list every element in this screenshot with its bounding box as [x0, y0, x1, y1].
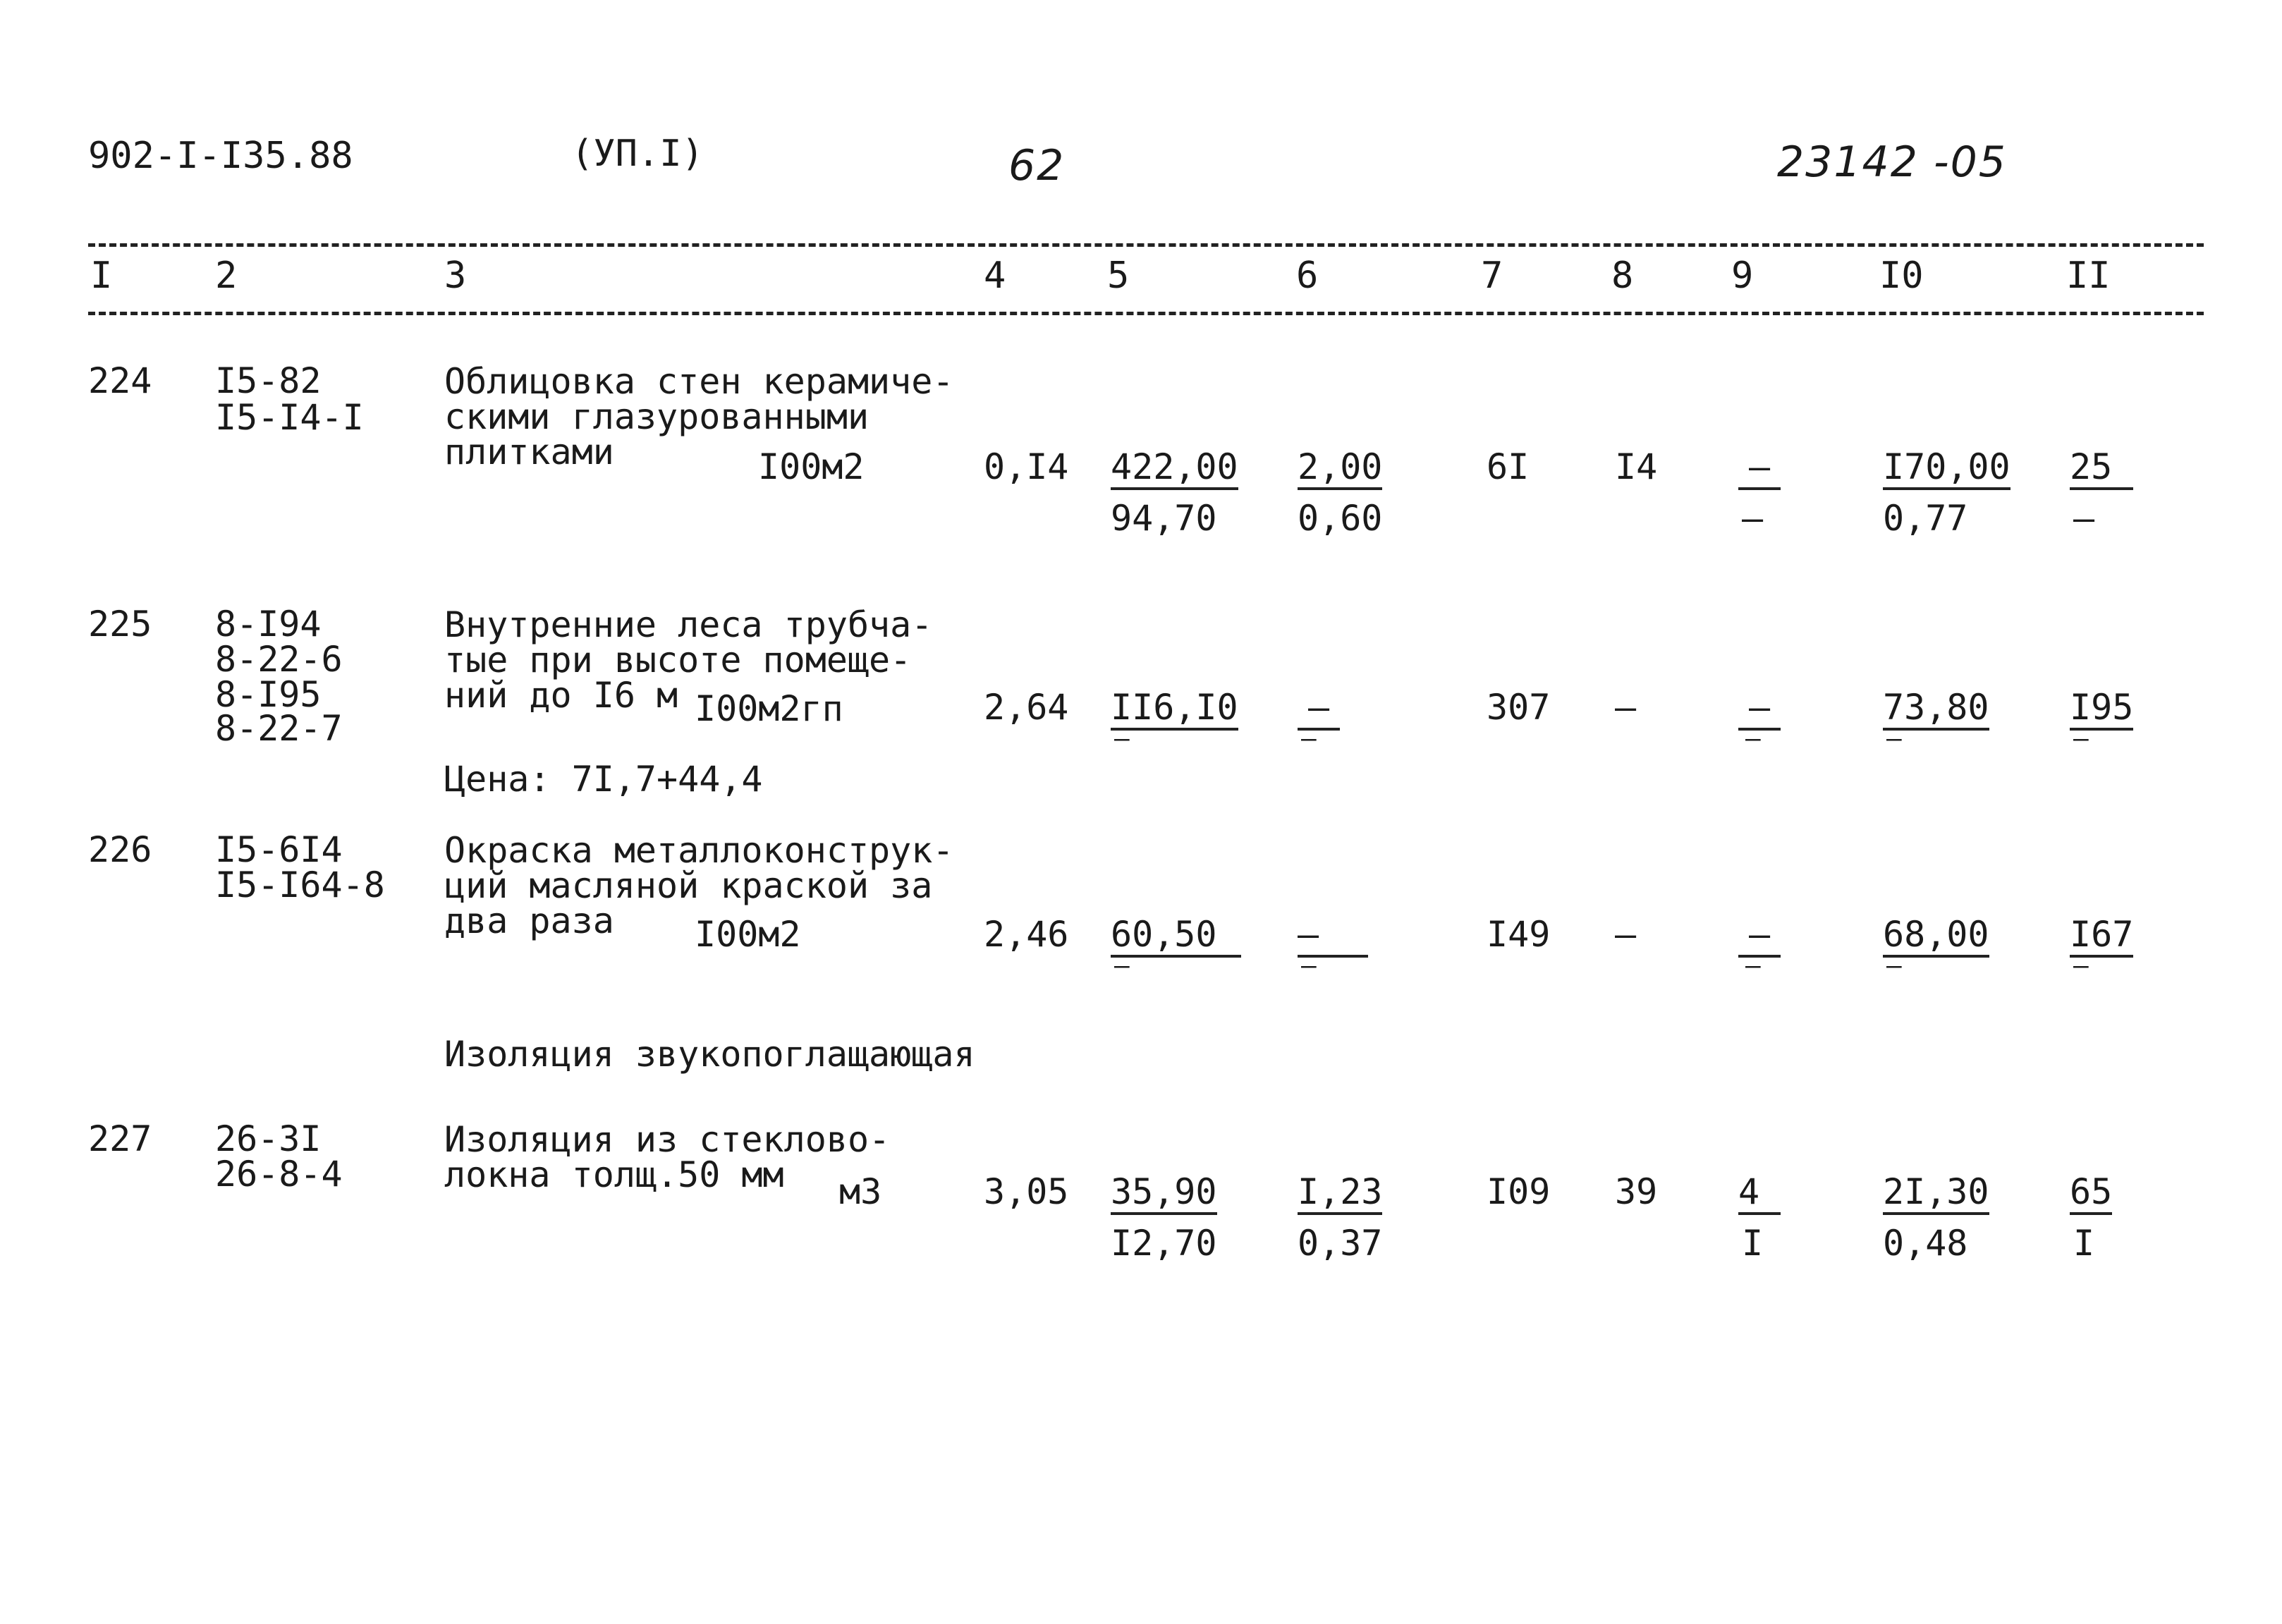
cost-col6-top: –: [1298, 917, 1368, 958]
value-col8: –: [1615, 914, 1637, 955]
value-col11-bottom: –: [2073, 724, 2089, 753]
cost-col10-bottom: –: [1886, 724, 1902, 753]
value-col11-bottom: I: [2073, 1223, 2095, 1264]
section-code: (УП.I): [571, 133, 704, 175]
cost-col5-bottom: I2,70: [1111, 1223, 1217, 1264]
cost-col10-bottom: –: [1886, 951, 1902, 980]
norm-code: 8-22-7: [215, 708, 343, 749]
column-header: I0: [1879, 255, 1924, 297]
row-number: 226: [88, 829, 152, 870]
unit: I00м2: [695, 914, 801, 955]
cost-col6-top: 2,00: [1298, 449, 1382, 490]
cost-col6-top: –: [1298, 690, 1340, 731]
quantity: 2,64: [984, 687, 1069, 728]
cost-col6-bottom: 0,60: [1298, 498, 1383, 539]
norm-code: I5-I64-8: [215, 865, 385, 905]
cost-col10-bottom: 0,77: [1883, 498, 1968, 539]
row-number: 224: [88, 360, 152, 401]
work-description: плитками: [444, 432, 614, 472]
column-header: II: [2066, 255, 2111, 297]
cost-col10-top: 73,80: [1883, 690, 1989, 731]
work-description: скими глазурованными: [444, 396, 870, 437]
norm-code: 26-3I: [215, 1118, 322, 1159]
value-col9-bottom: I: [1742, 1223, 1764, 1264]
norm-code: 8-22-6: [215, 639, 343, 680]
registration-number: 23142 -05: [1777, 138, 2007, 187]
value-col11-bottom: –: [2073, 498, 2095, 539]
page-number: 62: [1008, 141, 1066, 190]
cost-col5-top: 35,90: [1111, 1174, 1217, 1215]
cost-col5-bottom: –: [1114, 951, 1130, 980]
row-number: 225: [88, 604, 152, 645]
column-header: 8: [1611, 255, 1634, 297]
section-title: Изоляция звукопоглащающая: [444, 1034, 975, 1075]
cost-col6-bottom: –: [1301, 951, 1317, 980]
column-header: 7: [1481, 255, 1503, 297]
norm-code: I5-82: [215, 360, 322, 401]
header-rule-bottom: [88, 312, 2204, 315]
norm-code: I5-I4-I: [215, 397, 364, 438]
value-col8: 39: [1615, 1171, 1658, 1212]
value-col11-top: I95: [2070, 690, 2133, 731]
value-col11-top: 25: [2070, 449, 2133, 490]
work-description: тые при высоте помеще-: [444, 640, 912, 680]
value-col7: I09: [1487, 1171, 1551, 1212]
value-col11-bottom: –: [2073, 951, 2089, 980]
value-col7: 6I: [1487, 446, 1530, 487]
header-rule-top: [88, 243, 2204, 247]
norm-code: 26-8-4: [215, 1154, 343, 1195]
value-col9-bottom: –: [1742, 498, 1764, 539]
cost-col6-bottom: 0,37: [1298, 1223, 1383, 1264]
cost-col6-bottom: –: [1301, 724, 1317, 753]
cost-col5-top: 60,50: [1111, 917, 1241, 958]
unit: I00м2гп: [695, 688, 843, 729]
value-col8: –: [1615, 687, 1637, 728]
norm-code: I5-6I4: [215, 829, 343, 870]
column-header: 5: [1107, 255, 1130, 297]
column-header: 9: [1731, 255, 1754, 297]
value-col9-top: –: [1738, 690, 1781, 731]
quantity: 0,I4: [984, 446, 1069, 487]
price-note: Цена: 7I,7+44,4: [444, 759, 763, 800]
work-description: Облицовка стен керамиче-: [444, 361, 954, 402]
work-description: Внутренние леса трубча-: [444, 604, 933, 645]
column-header: I: [90, 255, 113, 297]
column-header: 2: [215, 255, 238, 297]
cost-col10-bottom: 0,48: [1883, 1223, 1968, 1264]
column-header: 4: [984, 255, 1006, 297]
cost-col5-bottom: 94,70: [1111, 498, 1217, 539]
cost-col5-top: II6,I0: [1111, 690, 1238, 731]
norm-code: 8-I94: [215, 604, 322, 645]
cost-col10-top: 68,00: [1883, 917, 1989, 958]
value-col7: 307: [1487, 687, 1551, 728]
work-description: Окраска металлоконструк-: [444, 830, 954, 871]
cost-col5-top: 422,00: [1111, 449, 1238, 490]
value-col7: I49: [1487, 914, 1551, 955]
value-col9-top: 4: [1738, 1174, 1781, 1215]
cost-col6-top: I,23: [1298, 1174, 1382, 1215]
cost-col10-top: 2I,30: [1883, 1174, 1989, 1215]
unit: м3: [839, 1171, 882, 1212]
column-header: 6: [1296, 255, 1319, 297]
value-col9-top: –: [1738, 449, 1781, 490]
unit: I00м2: [758, 446, 865, 487]
quantity: 3,05: [984, 1171, 1069, 1212]
value-col11-top: 65: [2070, 1174, 2112, 1215]
value-col8: I4: [1615, 446, 1658, 487]
work-description: Изоляция из стеклово-: [444, 1119, 891, 1160]
column-header: 3: [444, 255, 467, 297]
work-description: ний до I6 м: [444, 675, 678, 716]
value-col9-bottom: –: [1745, 724, 1761, 753]
cost-col5-bottom: –: [1114, 724, 1130, 753]
value-col11-top: I67: [2070, 917, 2133, 958]
value-col9-bottom: –: [1745, 951, 1761, 980]
work-description: два раза: [444, 900, 614, 941]
document-code: 902-I-I35.88: [88, 135, 353, 177]
value-col9-top: –: [1738, 917, 1781, 958]
norm-code: 8-I95: [215, 674, 322, 715]
row-number: 227: [88, 1118, 152, 1159]
cost-col10-top: I70,00: [1883, 449, 2011, 490]
work-description: ций масляной краской за: [444, 865, 933, 906]
work-description: локна толщ.50 мм: [444, 1154, 784, 1195]
quantity: 2,46: [984, 914, 1069, 955]
